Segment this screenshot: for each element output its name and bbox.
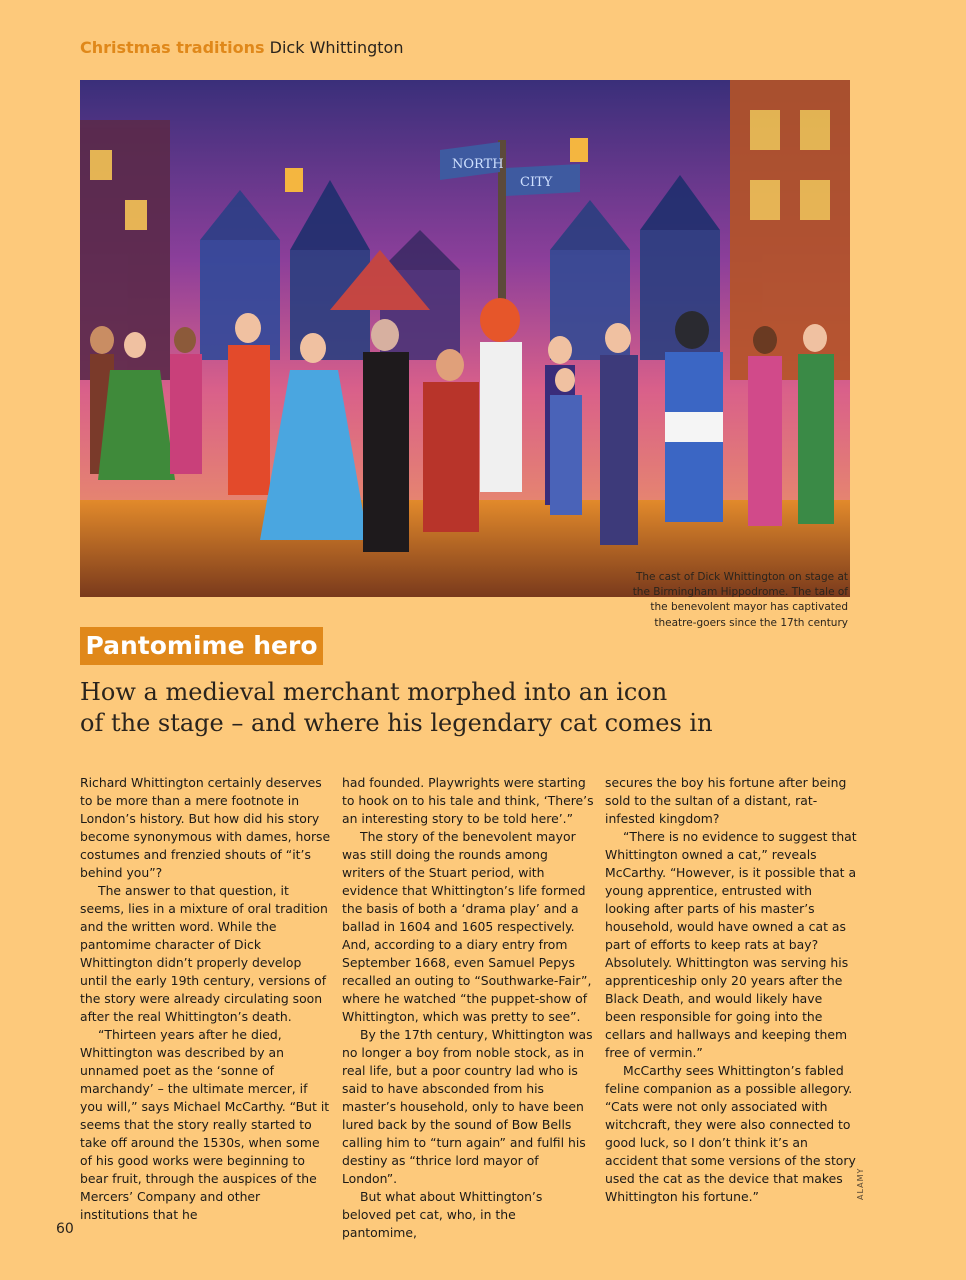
signpost-left-text: NORTH [452,157,504,172]
paragraph: secures the boy his fortune after being sold to the sultan of a distant, rat-infested kingdom? [605,775,847,826]
standfirst-line: of the stage – and where his legendary cat comes in [80,709,713,737]
paragraph: But what about Whittington’s beloved pet cat, who, in the pantomime, [342,1189,543,1240]
article-column-2 [342,774,594,1242]
paragraph: Richard Whittington certainly deserves to be more than a mere footnote in London’s history. But how did his story become synonymous with dames, horse costumes and frenzied shouts of “it’s behind you”? [80,775,331,880]
article-column-3 [605,774,857,1206]
paragraph: By the 17th century, Whittington was no longer a boy from noble stock, as in real life, but a poor country lad who is said to have absconded from his master’s household, only to have been lured back by the sound of Bow Bells calling him to “turn again” and fulfil his destiny as “thrice lord mayor of London”. [342,1027,593,1186]
topic-label: Dick Whittington [269,38,404,57]
paragraph: “Thirteen years after he died, Whittington was described by an unnamed poet as the ‘sonne of marchandy’ – the ultimate mercer, if you will,” says Michael McCarthy. “But it seems that the story really started to take off around the 1530s, when some of his good works were beginning to bear fruit, through the auspices of the Mercers’ Company and other institutions that he [80,1027,330,1222]
paragraph: McCarthy sees Whittington’s fabled feline companion as a possible allegory. “Cats were not only associated with witchcraft, they were also connected to good luck, so I don’t think it’s an accident that some versions of the story used the cat as the device that makes Whittington his fortune.” [605,1063,856,1204]
paragraph: “There is no evidence to suggest that Whittington owned a cat,” reveals McCarthy. “However, is it possible that a young apprentice, entrusted with looking after parts of his master’s household, would have owned a cat as part of efforts to keep rats at bay? Absolutely. Whittington was serving his apprenticeship only 20 years after the Black Death, and would likely have been responsible for going into the cellars and hallways and keeping them free of vermin.” [605,829,857,1060]
cast-photo [80,80,850,597]
paragraph: The answer to that question, it seems, lies in a mixture of oral tradition and the written word. While the pantomime character of Dick Whittington didn’t properly develop until the early 19th century, versions of the story were already circulating soon after the real Whittington’s death. [80,883,328,1024]
page-number: 60 [56,1221,74,1237]
photo-caption: The cast of Dick Whittington on stage at the Birmingham Hippodrome. The tale of the benevolent mayor has captivated theatre-goers since the 17th century [632,571,848,629]
signpost-right-text: CITY [520,175,553,190]
paragraph: had founded. Playwrights were starting to hook on to his tale and think, ‘There’s an interesting story to be told here’.” [342,775,594,826]
standfirst-line: How a medieval merchant morphed into an icon [80,678,668,706]
article-column-1 [80,774,332,1224]
running-head [80,38,403,57]
section-tag: Pantomime hero [80,627,323,665]
cast-photo-illustration [80,80,850,597]
section-label: Christmas traditions [80,38,265,57]
paragraph: The story of the benevolent mayor was still doing the rounds among writers of the Stuart period, with evidence that Whittington’s life formed the basis of both a ‘drama play’ and a ballad in 1604 and 1605 respectively. And, according to a diary entry from September 1668, even Samuel Pepys recalled an outing to “Southwarke-Fair”, where he watched “the puppet-show of Whittington, which was pretty to see”. [342,829,592,1024]
standfirst [80,677,713,739]
photo-credit: ALAMY [856,1167,865,1200]
